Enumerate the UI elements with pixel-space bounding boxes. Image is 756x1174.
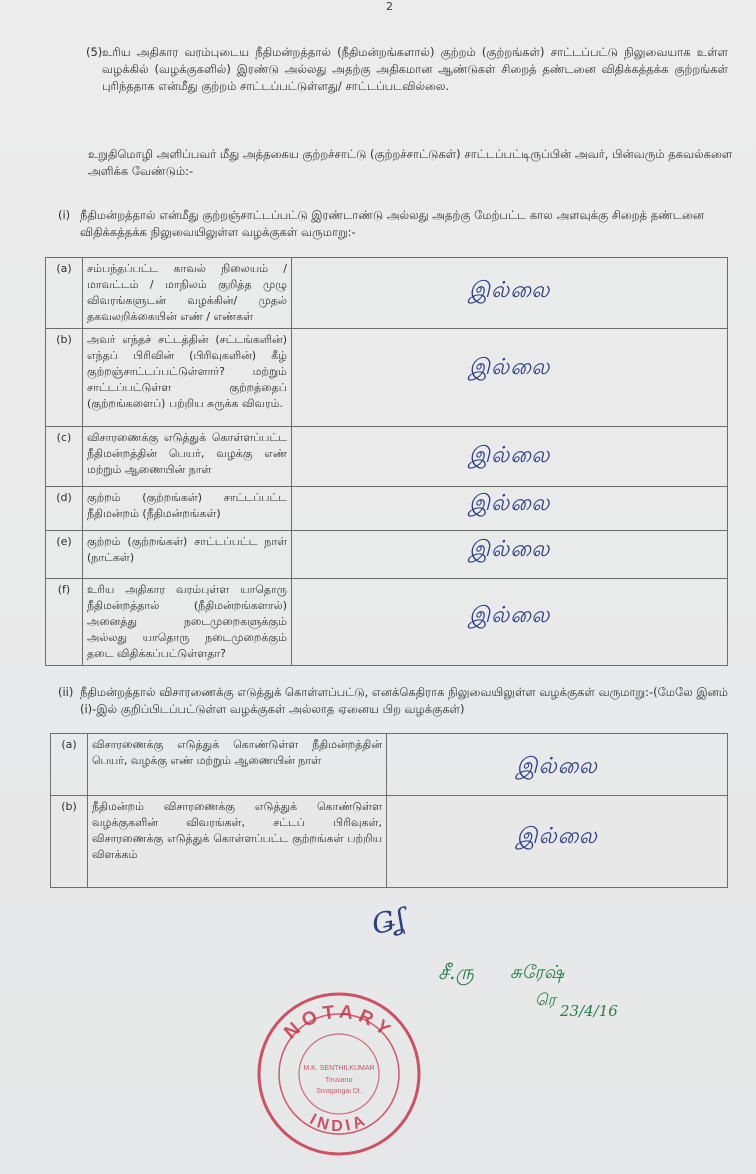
- signature-name-1: சீ.ரு: [438, 960, 474, 984]
- handwritten-answer: இல்லை: [468, 537, 551, 562]
- stamp-line-1: Tiruvarur: [325, 1077, 353, 1084]
- row-description: குற்றம் (குற்றங்கள்) சாட்டப்பட்ட நீதிமன்றம் (நீதிமன்றங்கள்): [83, 487, 292, 531]
- section-i-table: [45, 257, 728, 666]
- table-row: [46, 427, 728, 487]
- instruction-paragraph: உறுதிமொழி அளிப்பவர் மீது அத்தகைய குற்றச்சாட்டு (குற்றச்சாட்டுகள்) சாட்டப்பட்டிருப்பின் அவர், பின்வரும் தகவல்களை அளிக்க வேண்டும்:-: [88, 147, 733, 178]
- svg-text:INDIA: [307, 1111, 371, 1135]
- row-label: (c): [46, 427, 83, 487]
- row-label: (e): [46, 531, 83, 579]
- signature-name-2: சுரேஷ்: [510, 962, 564, 983]
- stamp-name: M.K. SENTHILKUMAR: [303, 1065, 375, 1072]
- section-i-heading: [58, 207, 738, 241]
- section-text: நீதிமன்றத்தால் என்மீது குற்றஞ்சாட்டப்பட்டு இரண்டாண்டு அல்லது அதற்கு மேற்பட்ட கால அளவுக்கு சிறைத் தண்டனை விதிக்கத்தக்க நிலுவையிலுள்ள வழக்குகள் வருமாறு:-: [80, 208, 704, 239]
- row-description: குற்றம் (குற்றங்கள்) சாட்டப்பட்ட நாள் (நாட்கள்): [83, 531, 292, 579]
- section-ii-heading: [58, 684, 738, 718]
- table-row: [46, 531, 728, 579]
- signature-date: 23/4/16: [560, 1002, 618, 1020]
- row-label: (b): [51, 796, 88, 888]
- row-label: (a): [51, 734, 88, 796]
- row-description: உரிய அதிகார வரம்புள்ள யாதொரு நீதிமன்றத்தால் (நீதிமன்றங்களால்) அனைத்து நடைமுறைகளுக்கும் அல்லது யாதொரு நடைமுறைக்கும் தடை விதிக்கப்பட்டுள்ளதா?: [83, 579, 292, 666]
- row-label: (a): [46, 258, 83, 329]
- answer-cell: [292, 258, 728, 329]
- row-label: (f): [46, 579, 83, 666]
- section-ii-table: [50, 733, 728, 888]
- row-description: சம்பந்தப்பட்ட காவல் நிலையம் / மாவட்டம் / மாநிலம் குறித்த முழு விவரங்களுடன் வழக்கின்/ முதல் தகவலறிக்கையின் எண் / எண்கள்: [83, 258, 292, 329]
- handwritten-answer: இல்லை: [468, 443, 551, 468]
- paragraph-text: உரிய அதிகார வரம்புடைய நீதிமன்றத்தால் (நீதிமன்றங்களால்) குற்றம் (குற்றங்கள்) சாட்டப்பட்டு நிலுவையாக உள்ள வழக்கில் (வழக்குகளில்) இரண்டு அல்லது அதற்கு அதிகமான ஆண்டுகள் சிறைத் தண்டனை விதிக்கத்தக்க குற்றங்கள் புரிந்ததாக என்மீது குற்றம் சாட்டப்பட்டுள்ளது/ சாட்டப்படவில்லை.: [102, 45, 728, 93]
- table-row: [51, 734, 728, 796]
- row-label: (b): [46, 329, 83, 427]
- section-text: நீதிமன்றத்தால் விசாரணைக்கு எடுத்துக் கொள்ளப்பட்டு, எனக்கெதிராக நிலுவையிலுள்ள வழக்குகள் வருமாறு:-(மேலே இனம் (i)-இல் குறிப்பிடப்பட்டுள்ள வழக்குகள் அல்லாத ஏனைய பிற வழக்குகள்): [80, 685, 728, 716]
- paragraph-number: (5): [86, 45, 103, 59]
- table-row: [46, 579, 728, 666]
- handwritten-answer: இல்லை: [516, 824, 598, 849]
- answer-cell: [292, 531, 728, 579]
- row-description: அவர் எந்தச் சட்டத்தின் (சட்டங்களின்) எந்தப் பிரிவின் (பிரிவுகளின்) கீழ் குற்றஞ்சாட்டப்பட்டுள்ளார்? மற்றும் சாட்டப்பட்டுள்ள குற்றத்தைப் (குற்றங்களைப்) பற்றிய சுருக்க விவரம்.: [83, 329, 292, 427]
- paragraph-5: [88, 44, 728, 95]
- handwritten-answer: இல்லை: [468, 278, 551, 303]
- answer-cell: [292, 487, 728, 531]
- handwritten-answer: இல்லை: [468, 355, 551, 380]
- notary-stamp: [255, 990, 423, 1158]
- table-row: [46, 258, 728, 329]
- row-description: விசாரணைக்கு எடுத்துக் கொண்டுள்ள நீதிமன்றத்தின் பெயர், வழக்கு எண் மற்றும் ஆணையின் நாள்: [88, 734, 387, 796]
- stamp-bottom-text: INDIA: [306, 1111, 372, 1136]
- row-description: நீதிமன்றம் விசாரணைக்கு எடுத்துக் கொண்டுள்ள வழக்குகளின் விவரங்கள், சட்டப் பிரிவுகள், விசாரணைக்கு எடுத்துக் கொள்ளப்பட்ட குற்றங்கள் பற்றிய விளக்கம்: [88, 796, 387, 888]
- stamp-line-2: Sivagangai Dt.: [316, 1088, 362, 1095]
- row-description: விசாரணைக்கு எடுத்துக் கொள்ளப்பட்ட நீதிமன்றத்தின் பெயர், வழக்கு எண் மற்றும் ஆணையின் நாள்: [83, 427, 292, 487]
- section-label: (i): [58, 208, 71, 222]
- answer-cell: [292, 427, 728, 487]
- section-label: (ii): [58, 685, 74, 699]
- row-label: (d): [46, 487, 83, 531]
- handwritten-answer: இல்லை: [468, 603, 551, 628]
- page-number: 2: [386, 0, 393, 13]
- answer-cell: [292, 329, 728, 427]
- stamp-top-text: NOTARY: [280, 1001, 398, 1044]
- signature-initial: ரெ: [535, 990, 556, 1009]
- answer-cell: [387, 796, 728, 888]
- table-row: [51, 796, 728, 888]
- handwritten-answer: இல்லை: [516, 754, 598, 779]
- answer-cell: [387, 734, 728, 796]
- answer-cell: [292, 579, 728, 666]
- svg-text:NOTARY: [280, 1001, 397, 1043]
- table-row: [46, 329, 728, 427]
- signature-main: Ǥʆ: [368, 901, 408, 942]
- handwritten-answer: இல்லை: [468, 491, 551, 516]
- table-row: [46, 487, 728, 531]
